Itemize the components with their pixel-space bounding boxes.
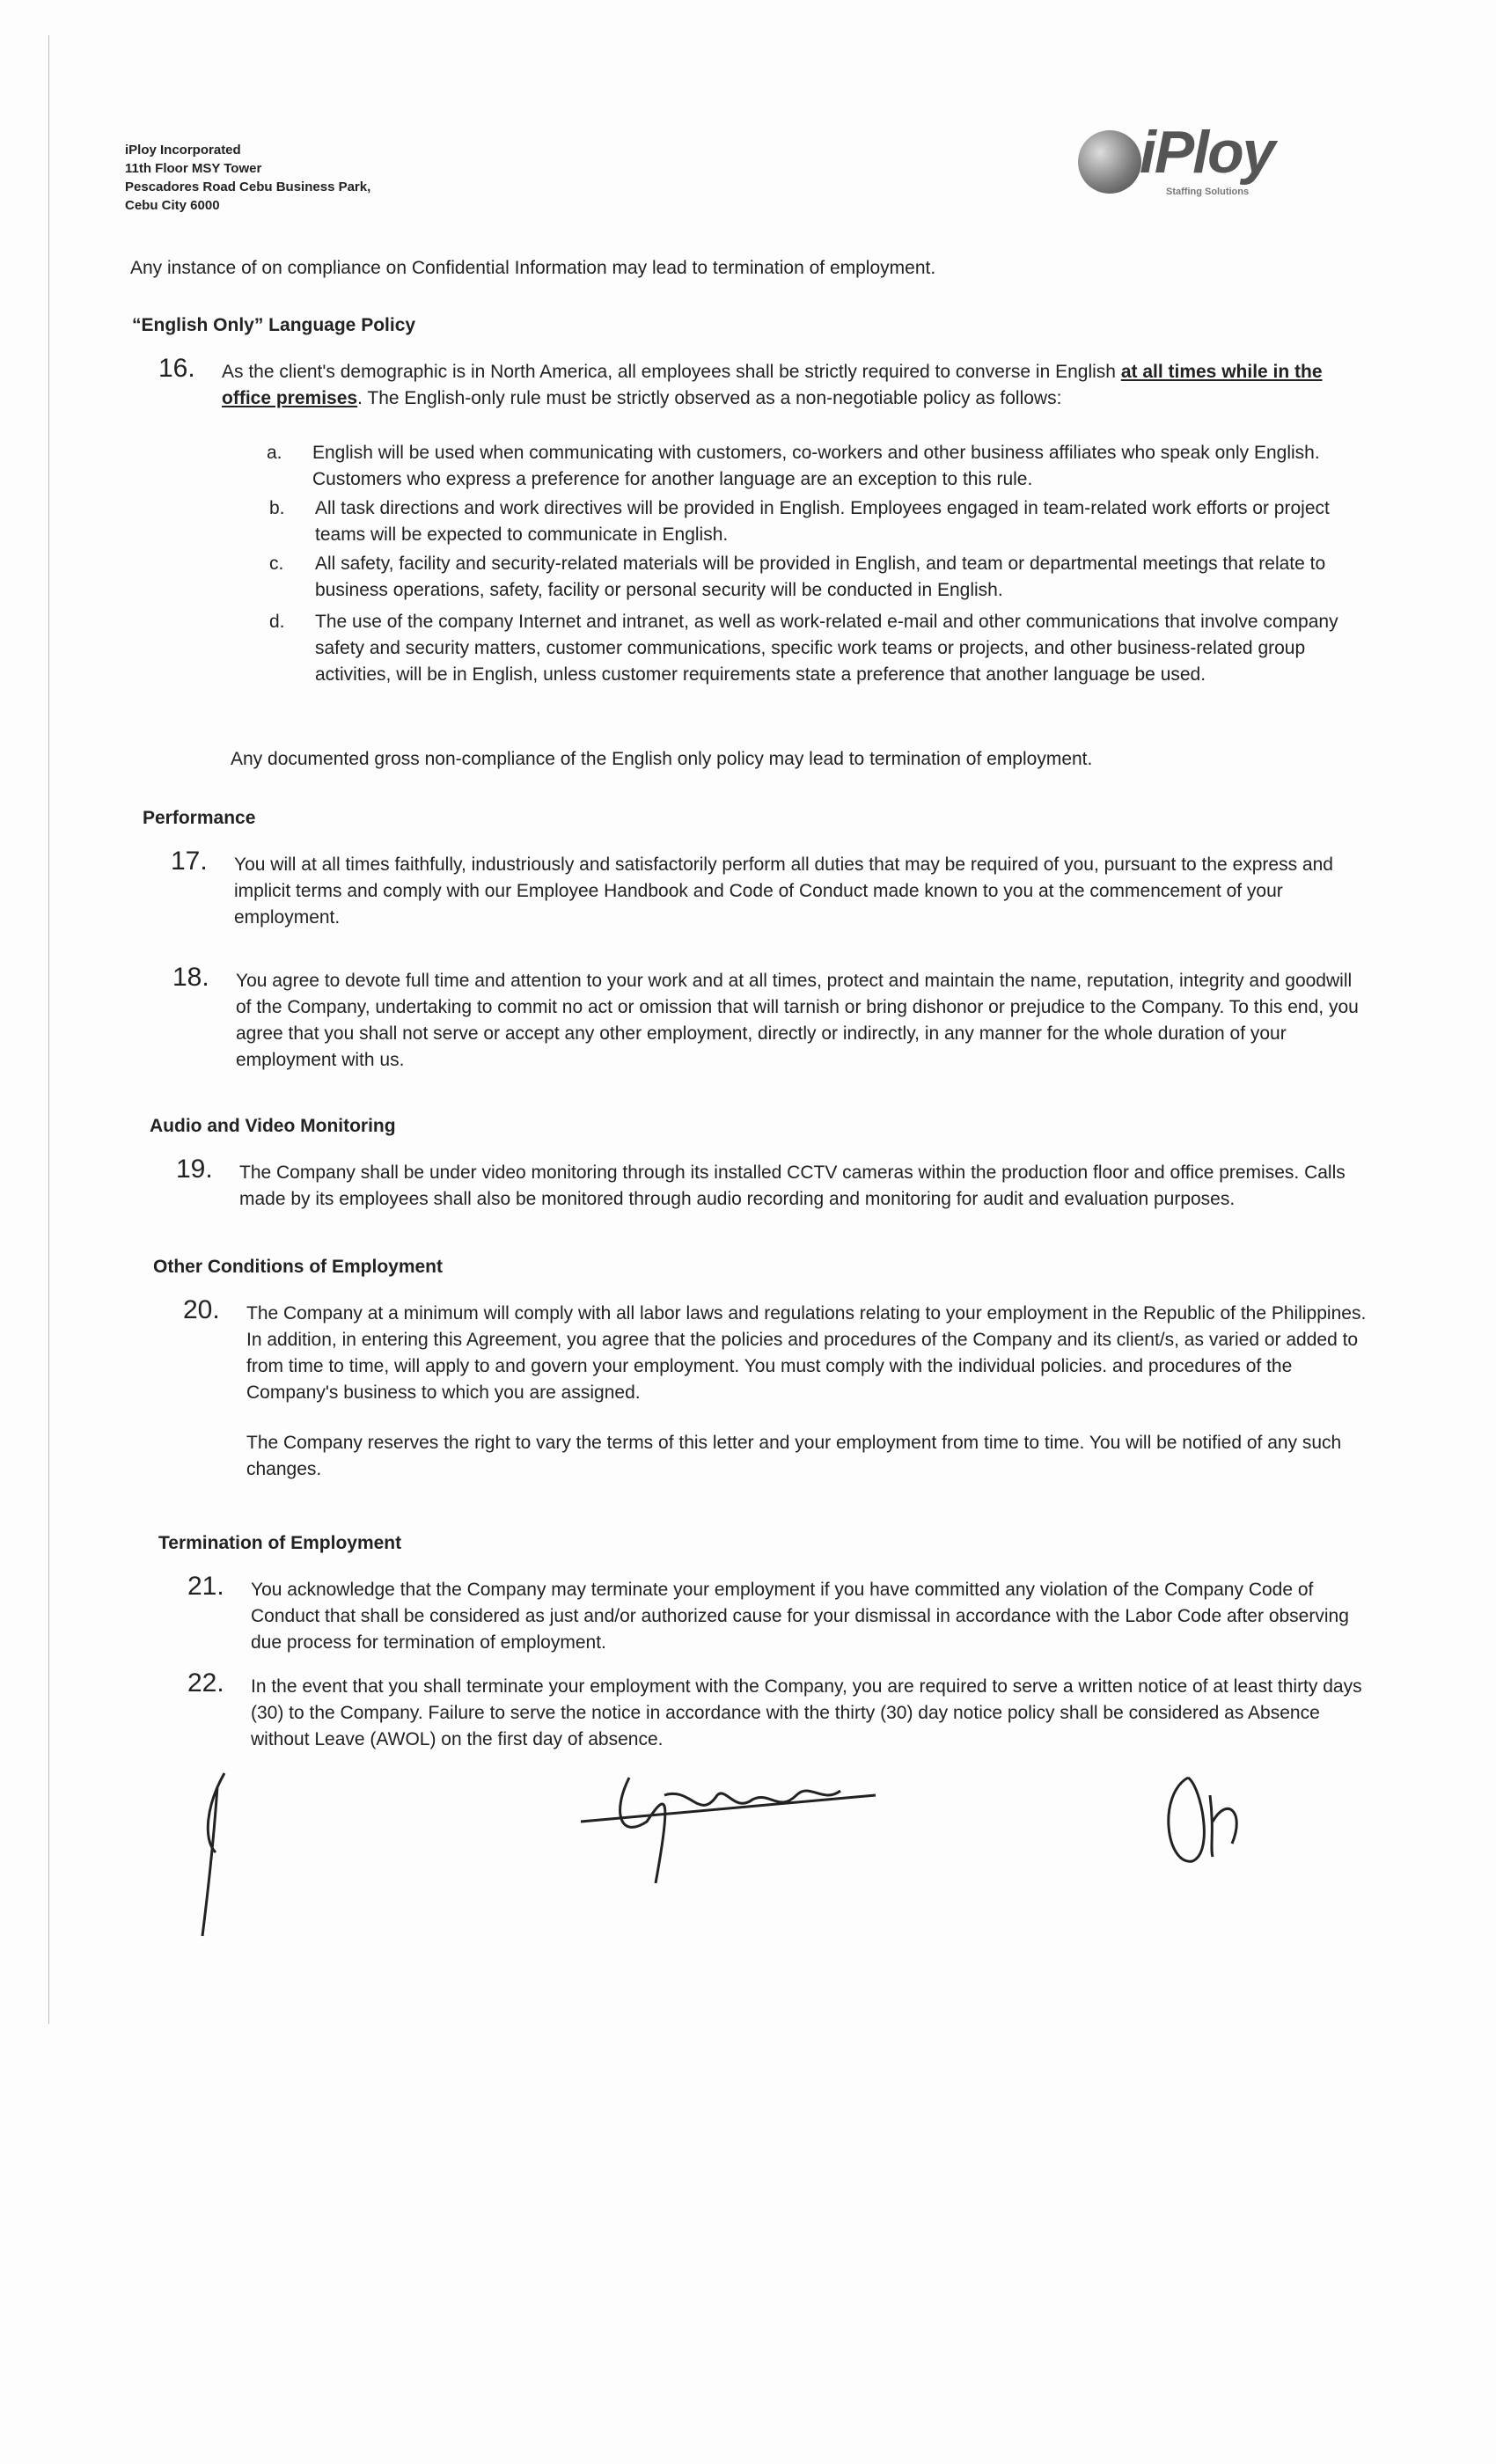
logo-name: iPloy <box>1140 119 1274 186</box>
subitem-b <box>269 495 1355 548</box>
clause-16 <box>158 354 1353 412</box>
address-line: Pescadores Road Cebu Business Park, <box>125 180 371 194</box>
clause-text: The Company shall be under video monitoring through its installed CCTV cameras within the production floor and office premises. Calls made by its employees shall also be monitored through audio recording and monitoring for audit and evaluation purposes. <box>239 1162 1346 1209</box>
clause-19 <box>176 1155 1375 1213</box>
clause-18 <box>172 963 1367 1074</box>
subitem-text: English will be used when communicating with customers, co-workers and other business affiliates who speak only English. Customers who express a preference for another language are an exception to this rule. <box>312 443 1320 489</box>
section-heading-performance: Performance <box>143 808 256 828</box>
subitem-letter: c. <box>269 554 284 574</box>
clause-text: You acknowledge that the Company may terminate your employment if you have committed any violation of the Company Code of Conduct that shall be considered as just and/or authorized cause for your dismissal in accordance with the Labor Code after observing due process for termination of employment. <box>251 1580 1349 1653</box>
initial-signature-left <box>189 1769 242 1949</box>
clause-number: 16. <box>158 354 195 383</box>
address-line: iPloy Incorporated <box>125 143 241 158</box>
clause-text: The Company at a minimum will comply with all labor laws and regulations relating to your employment in the Republic of the Philippines. In addition, in entering this Agreement, you agree that the policies and procedures of the Company and its client/s, as varied or added to from time to time, will apply to and govern your employment. You must comply with the individual policies. and procedures of the Company's business to which you are assigned. <box>246 1303 1367 1403</box>
clause-number: 21. <box>187 1572 224 1601</box>
clause-text: You agree to devote full time and attention to your work and at all times, protect and maintain the name, reputation, integrity and goodwill of the Company, undertaking to commit no act or omission that will tarnish or bring dishonor or prejudice to the Company. To this end, you agree that you shall not serve or accept any other employment, directly or indirectly, in any manner for the whole duration of your employment with us. <box>236 971 1359 1070</box>
iploy-logo <box>1078 119 1316 202</box>
section-heading-english: “English Only” Language Policy <box>132 315 416 335</box>
subitem-letter: a. <box>267 443 282 463</box>
globe-icon <box>1078 130 1141 194</box>
subitem-a <box>267 440 1355 493</box>
confidential-note: Any instance of on compliance on Confidential Information may lead to termination of employment. <box>130 258 936 278</box>
subitem-letter: b. <box>269 498 285 518</box>
clause-number: 17. <box>171 847 208 876</box>
clause-number: 22. <box>187 1668 224 1698</box>
section-heading-other: Other Conditions of Employment <box>153 1257 443 1277</box>
subitem-d <box>269 609 1362 688</box>
initial-signature-right <box>1162 1769 1267 1888</box>
address-line: 11th Floor MSY Tower <box>125 161 262 176</box>
clause-text: In the event that you shall terminate your employment with the Company, you are required to serve a written notice of at least thirty days (30) to the Company. Failure to serve the notice in accordance with the thirty (30) day notice policy shall be considered as Absence without Leave (AWOL) on the first day of absence. <box>251 1676 1362 1749</box>
variation-note: The Company reserves the right to vary the terms of this letter and your employment from time to time. You will be notified of any such changes. <box>246 1433 1342 1479</box>
section-heading-termination: Termination of Employment <box>158 1533 402 1553</box>
clause-text: . The English-only rule must be strictly observed as a non-negotiable policy as follows: <box>357 388 1062 408</box>
clause-number: 19. <box>176 1155 213 1184</box>
clause-number: 20. <box>183 1295 220 1324</box>
page-edge <box>48 35 49 2024</box>
subitem-text: The use of the company Internet and intranet, as well as work-related e-mail and other communications that involve company safety and security matters, customer communications, specific work teams or projects, and other business-related group activities, will be in English, unless customer requirements state a preference that another language be used. <box>315 612 1338 685</box>
subitem-text: All task directions and work directives will be provided in English. Employees engaged in team-related work efforts or project teams will be expected to communicate in English. <box>315 498 1330 545</box>
subitem-c <box>269 551 1358 604</box>
clause-text: As the client's demographic is in North America, all employees shall be strictly required to converse in English <box>222 362 1121 382</box>
underlined-text: at all times while in the office premises <box>222 362 1323 408</box>
logo-tagline: Staffing Solutions <box>1166 187 1250 197</box>
subitem-letter: d. <box>269 612 285 632</box>
clause-17 <box>171 847 1365 931</box>
clause-number: 18. <box>172 963 209 992</box>
english-policy-footer: Any documented gross non-compliance of the English only policy may lead to termination of employment. <box>231 749 1093 769</box>
address-line: Cebu City 6000 <box>125 198 220 213</box>
subitem-text: All safety, facility and security-related materials will be provided in English, and team or departmental meetings that relate to business operations, safety, facility or personal security will be conducted in English. <box>315 554 1326 600</box>
clause-21 <box>187 1572 1382 1656</box>
clause-22 <box>187 1668 1382 1753</box>
company-address <box>125 141 370 215</box>
section-heading-monitoring: Audio and Video Monitoring <box>150 1116 396 1136</box>
clause-20 <box>183 1295 1377 1406</box>
signature-center <box>576 1760 893 1905</box>
clause-text: You will at all times faithfully, industriously and satisfactorily perform all duties that may be required of you, pursuant to the express and implicit terms and comply with our Employee Handbook and Code of Conduct made known to you at the commencement of your employment. <box>234 854 1333 928</box>
